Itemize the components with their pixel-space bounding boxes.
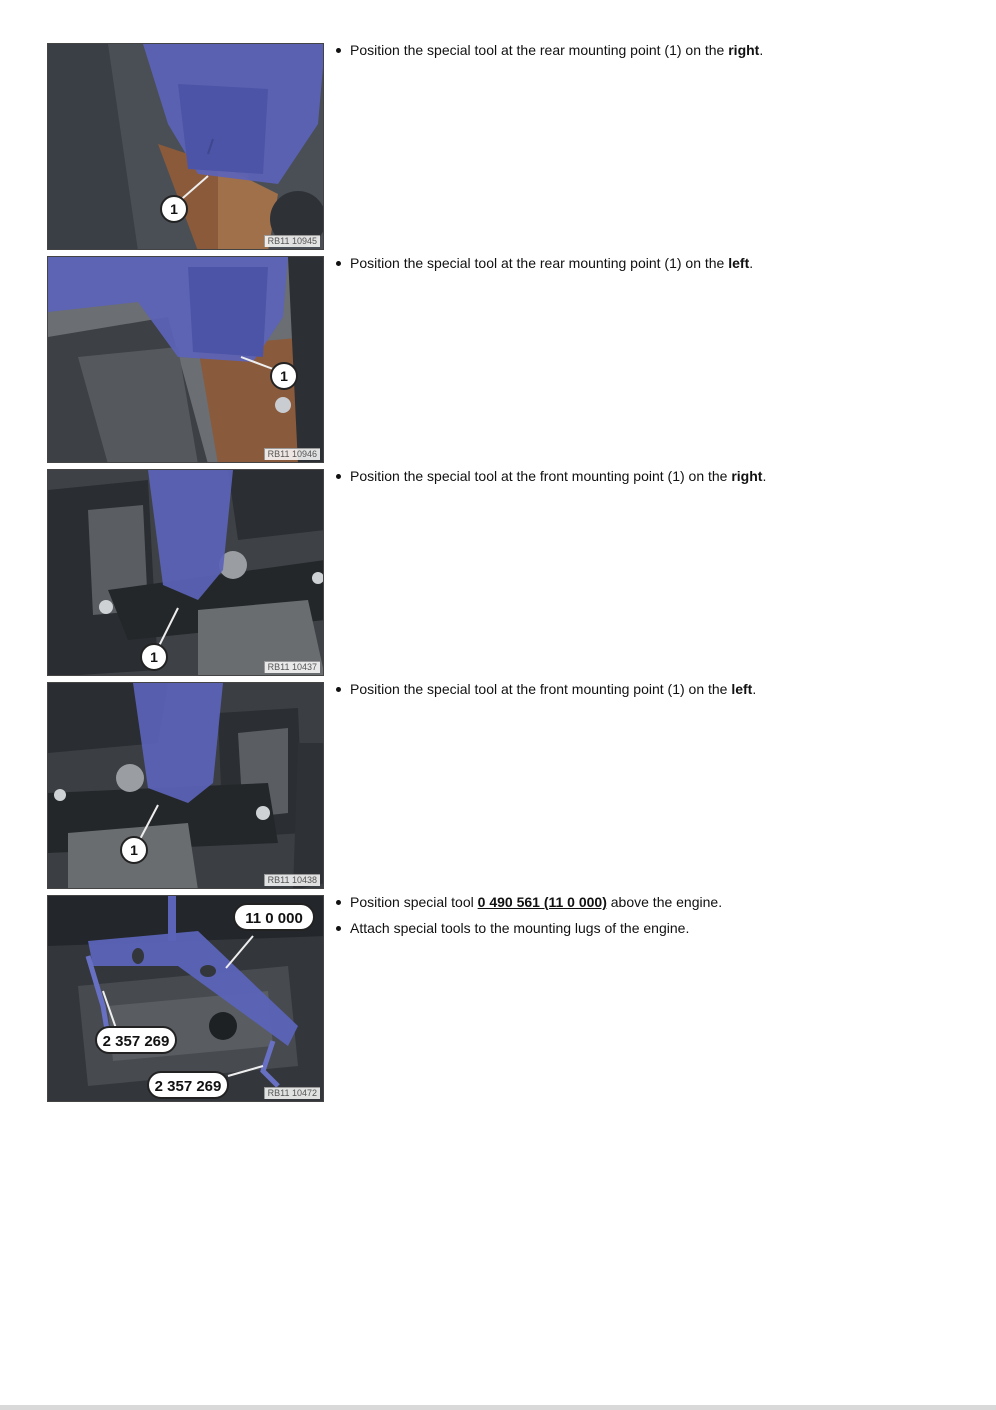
step-4-instructions [333,682,933,702]
instruction-item: Position the special tool at the rear mounting point (1) on the left. [333,250,933,276]
figure-reference: RB11 10945 [264,235,320,247]
instruction-item: Position the special tool at the rear mounting point (1) on the right. [333,37,933,63]
figure-reference: RB11 10472 [264,1087,320,1099]
instruction-item: Attach special tools to the mounting lugs of the engine. [333,915,933,941]
step-2 [47,256,947,465]
step-5-instructions [333,895,933,941]
figure-reference: RB11 10437 [264,661,320,673]
figure-reference: RB11 10946 [264,448,320,460]
part-number-link[interactable]: 0 490 561 (11 0 000) [477,894,607,910]
callout-1: 1 [130,842,138,858]
step-3-instructions [333,469,933,489]
step-4-photo [47,682,324,889]
instruction-item: Position the special tool at the front mounting point (1) on the right. [333,463,933,489]
instruction-item: Position the special tool at the front mounting point (1) on the left. [333,676,933,702]
callout-1: 1 [170,201,178,217]
callout-adapter-left: 2 357 269 [102,1033,170,1050]
instruction-item: Position special tool 0 490 561 (11 0 000) above the engine. [333,889,933,915]
step-2-instructions [333,256,933,276]
front-left-mount-illustration [48,683,324,889]
rear-left-mount-illustration [48,257,324,463]
figure-reference: RB11 10438 [264,874,320,886]
callout-lifting-tool: 11 0 000 [245,910,303,927]
step-5-photo [47,895,324,1102]
step-1 [47,43,947,252]
callout-1: 1 [150,649,158,665]
front-right-mount-illustration [48,470,324,676]
rear-right-mount-illustration [48,44,324,250]
page-bottom-edge [0,1405,996,1410]
engine-lifting-illustration [48,896,324,1102]
callout-adapter-right: 2 357 269 [154,1078,222,1095]
step-1-photo [47,43,324,250]
step-1-instructions [333,43,933,63]
step-5 [47,895,947,1104]
step-3 [47,469,947,678]
step-2-photo [47,256,324,463]
callout-1: 1 [280,368,288,384]
step-4 [47,682,947,891]
step-3-photo [47,469,324,676]
